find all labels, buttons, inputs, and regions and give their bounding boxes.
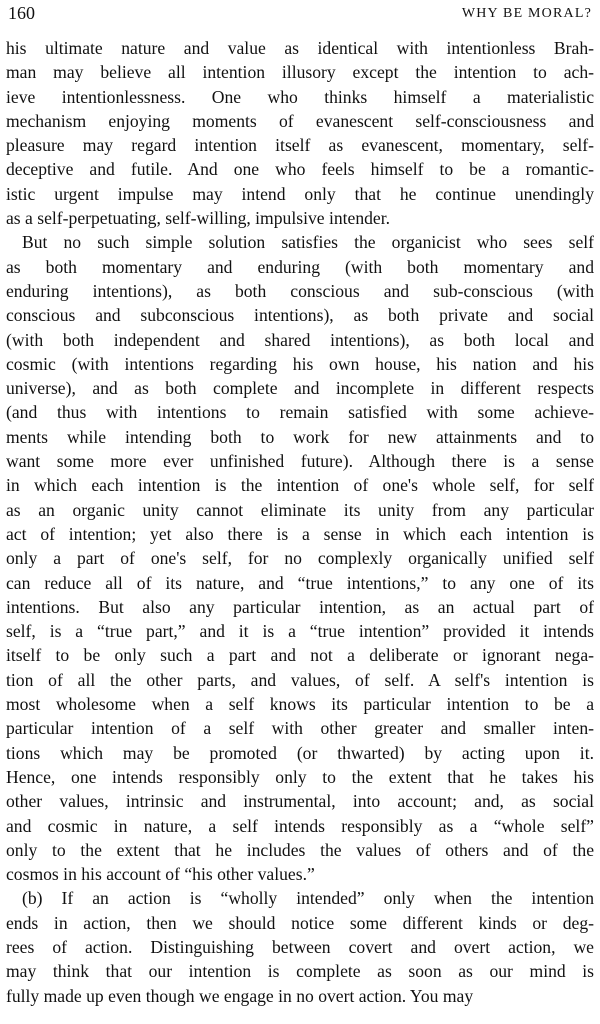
text-line: cosmic (with intentions regarding his own house, his nation and his xyxy=(6,353,594,374)
text-line: rees of action. Distinguishing between covert and overt action, we xyxy=(6,936,594,957)
paragraph xyxy=(6,36,594,230)
text-line: can reduce all of its nature, and “true intentions,” to any one of its xyxy=(6,572,594,593)
paragraph xyxy=(6,230,594,886)
page-number: 160 xyxy=(8,3,35,23)
text-line: in which each intention is the intention of one's whole self, for self xyxy=(6,475,594,496)
text-line: Hence, one intends responsibly only to the extent that he takes his xyxy=(6,766,594,787)
text-line: intentions. But also any particular intention, as an actual part of xyxy=(6,596,594,617)
text-line: may think that our intention is complete as soon as our mind is xyxy=(6,961,594,982)
text-line: other values, intrinsic and instrumental, into account; and, as social xyxy=(6,791,594,812)
text-line: most wholesome when a self knows its particular intention to be a xyxy=(6,694,594,715)
text-line: (with both independent and shared intentions), as both local and xyxy=(6,329,594,350)
text-line: as a self-perpetuating, self-willing, impulsive intender. xyxy=(6,208,391,229)
text-line: particular intention of a self with other greater and smaller inten- xyxy=(6,718,594,739)
text-line: istic urgent impulse may intend only that he continue unendingly xyxy=(6,183,594,204)
text-line: self, is a “true part,” and it is a “true intention” provided it intends xyxy=(6,621,594,642)
text-line: only to the extent that he includes the values of others and of the xyxy=(6,839,594,860)
text-line: only a part of one's self, for no complexly organically unified self xyxy=(6,548,594,569)
body-text xyxy=(6,36,594,1008)
text-line: ieve intentionlessness. One who thinks himself a materialistic xyxy=(6,86,594,107)
text-line: fully made up even though we engage in no overt action. You may xyxy=(6,985,474,1006)
text-line: act of intention; yet also there is a sense in which each intention is xyxy=(6,523,594,544)
text-line: pleasure may regard intention itself as evanescent, momentary, self- xyxy=(6,135,594,156)
text-line: his ultimate nature and value as identical with intentionless Brah- xyxy=(6,38,594,58)
text-line: ments while intending both to work for new attainments and to xyxy=(6,426,594,447)
text-line: But no such simple solution satisfies the organicist who sees self xyxy=(22,232,594,253)
text-line: man may believe all intention illusory except the intention to ach- xyxy=(6,62,594,83)
text-line: as both momentary and enduring (with both momentary and xyxy=(6,256,594,277)
text-line: (and thus with intentions to remain satisfied with some achieve- xyxy=(6,402,594,423)
text-line: universe), and as both complete and incomplete in different respects xyxy=(6,378,594,399)
text-line: ends in action, then we should notice some different kinds or deg- xyxy=(6,912,594,933)
text-line: deceptive and futile. And one who feels himself to be a romantic- xyxy=(6,159,594,180)
text-line: as an organic unity cannot eliminate its unity from any particular xyxy=(6,499,594,520)
text-line: tions which may be promoted (or thwarted) by acting upon it. xyxy=(6,742,594,763)
text-line: cosmos in his account of “his other values.” xyxy=(6,864,315,885)
text-line: enduring intentions), as both conscious and sub-conscious (with xyxy=(6,280,594,301)
text-line: (b) If an action is “wholly intended” only when the intention xyxy=(22,888,594,909)
text-line: mechanism enjoying moments of evanescent self-consciousness and xyxy=(6,110,594,131)
running-head xyxy=(6,0,594,36)
text-line: and cosmic in nature, a self intends responsibly as a “whole self” xyxy=(6,815,594,836)
running-title: WHY BE MORAL? xyxy=(461,6,592,21)
text-line: conscious and subconscious intentions), as both private and social xyxy=(6,305,594,326)
paragraph xyxy=(6,886,594,1007)
text-line: want some more ever unfinished future). Although there is a sense xyxy=(6,451,594,472)
text-line: itself to be only such a part and not a deliberate or ignorant nega- xyxy=(6,645,594,666)
text-line: tion of all the other parts, and values, of self. A self's intention is xyxy=(6,669,594,690)
